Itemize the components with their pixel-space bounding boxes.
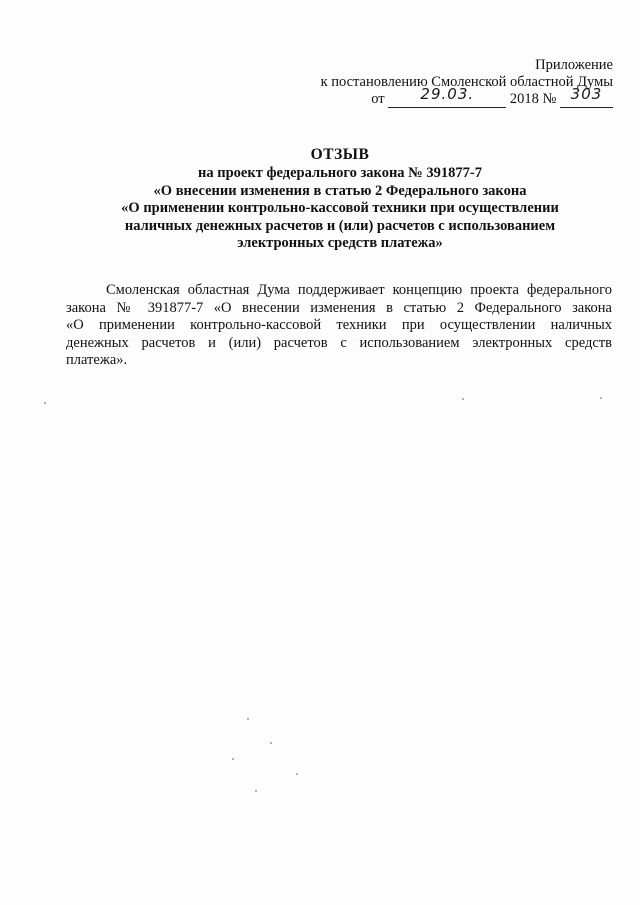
subtitle-line: на проект федерального закона № 391877-7 (198, 165, 482, 181)
subtitle-line: электронных средств платежа» (237, 235, 443, 251)
body-paragraph (66, 282, 612, 370)
number-field (560, 85, 613, 108)
subtitle-line: «О внесении изменения в статью 2 Федерального закона (153, 182, 527, 199)
subtitle-line: наличных денежных расчетов и (или) расчетов с использованием (124, 217, 556, 234)
scan-speck (232, 758, 234, 760)
scan-speck (296, 773, 298, 775)
scan-speck (270, 742, 272, 744)
document-title: ОТЗЫВ (310, 146, 370, 163)
year-and-number-label: 2018 № (509, 91, 557, 107)
body-line: платежа». (66, 352, 128, 368)
body-line: Смоленская областная Дума поддерживает концепцию проекта федерального (106, 282, 612, 298)
subtitle-line: «О применении контрольно-кассовой техники при осуществлении (121, 200, 559, 216)
body-line: денежных расчетов и (или) расчетов с использованием электронных средств (66, 334, 612, 351)
scan-speck (247, 718, 249, 720)
scan-speck (44, 402, 46, 404)
document-subtitle (60, 165, 620, 253)
date-field (388, 85, 506, 108)
handwritten-number: 303 (570, 85, 603, 103)
scan-speck (600, 397, 602, 399)
scan-speck (462, 398, 464, 400)
appendix-label: Приложение (535, 57, 613, 73)
appendix-date-line (371, 85, 613, 108)
body-line: закона № 391877-7 «О внесении изменения в статью 2 Федерального закона (66, 299, 612, 316)
appendix-resolution-line: к постановлению Смоленской областной Думы (320, 74, 613, 90)
body-line: «О применении контрольно-кассовой техники при осуществлении наличных (66, 317, 612, 333)
date-prefix: от (371, 91, 385, 107)
scan-speck (255, 790, 257, 792)
handwritten-date: 29.03. (420, 85, 475, 103)
